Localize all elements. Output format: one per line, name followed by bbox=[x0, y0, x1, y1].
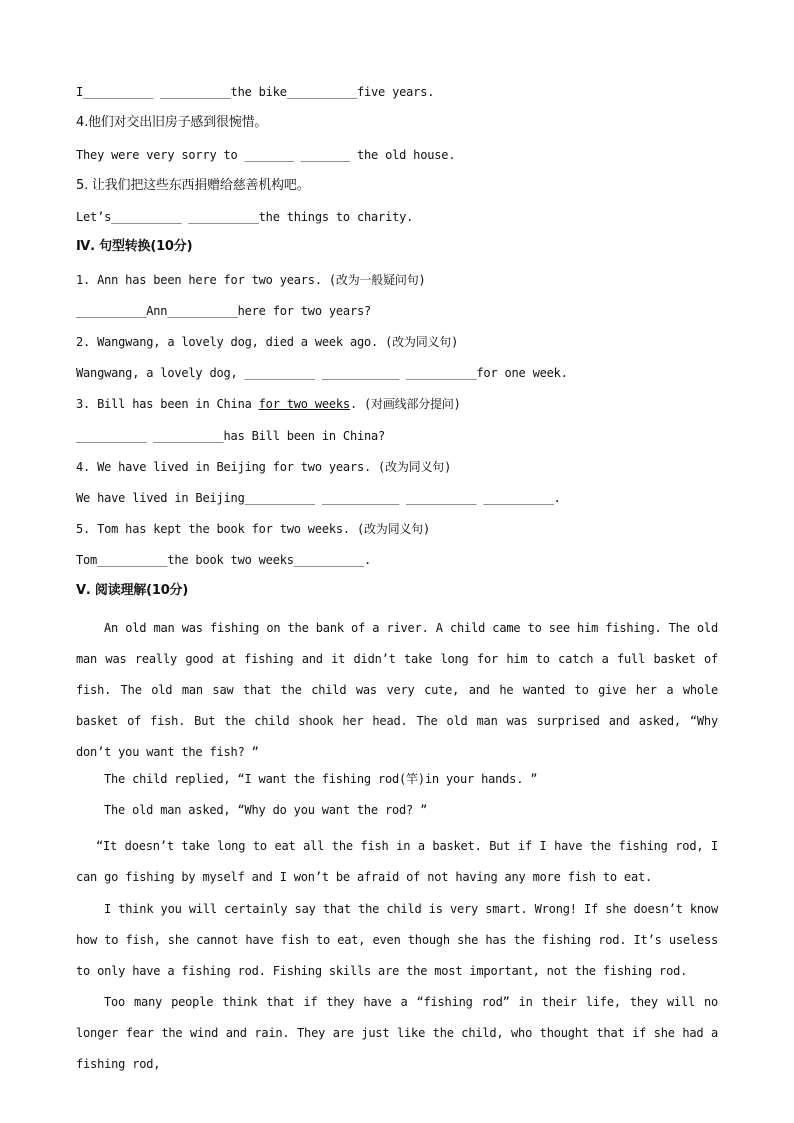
reading-paragraph-5: I think you will certainly say that the child is very smart. Wrong! If she doesn’t know how to fish, she cannot have fish to eat, even though she has the fishing rod. It’s useless to only have a fishing rod. Fishing skills are the most important, not the fishing rod. bbox=[76, 902, 718, 978]
s3-q5-answer-line: Let’s__________ __________the things to charity. bbox=[76, 210, 414, 224]
reading-paragraph-2: The child replied, “I want the fishing rod(竿)in your hands. ” bbox=[104, 772, 538, 786]
s4-q3-answer: __________ __________has Bill been in China? bbox=[76, 429, 386, 443]
s3-q5-chinese: 5. 让我们把这些东西捐赠给慈善机构吧。 bbox=[76, 178, 310, 193]
s4-q4-answer: We have lived in Beijing__________ ___________ __________ __________. bbox=[76, 491, 561, 505]
s4-q3-instruction: . (对画线部分提问) bbox=[349, 397, 461, 411]
s4-q5: 5. Tom has kept the book for two weeks. (改为同义句) bbox=[76, 522, 431, 536]
s4-q1-answer: __________Ann__________here for two years? bbox=[76, 304, 372, 318]
section4-title: Ⅳ. 句型转换(10分) bbox=[76, 239, 193, 254]
s4-q2-answer: Wangwang, a lovely dog, __________ ___________ __________for one week. bbox=[76, 366, 568, 380]
reading-paragraph-3: The old man asked, “Why do you want the rod? ” bbox=[104, 803, 428, 817]
s3-q3-answer-line: I__________ __________the bike__________five years. bbox=[76, 85, 435, 99]
s3-q4-answer-line: They were very sorry to _______ _______ the old house. bbox=[76, 148, 456, 162]
s3-q4-chinese: 4.他们对交出旧房子感到很惋惜。 bbox=[76, 115, 268, 130]
section5-title: Ⅴ. 阅读理解(10分) bbox=[76, 583, 189, 598]
reading-paragraph-6: Too many people think that if they have a “fishing rod” in their life, they will no longer fear the wind and rain. They are just like the child, who thought that if she had a fishing rod, bbox=[76, 995, 718, 1071]
s4-q3 bbox=[76, 394, 718, 414]
s4-q3-text: 3. Bill has been in China bbox=[76, 397, 259, 411]
reading-paragraph-4: “It doesn’t take long to eat all the fish in a basket. But if I have the fishing rod, I can go fishing by myself and I won’t be afraid of not having any more fish to eat. bbox=[76, 839, 718, 884]
reading-paragraph-1: An old man was fishing on the bank of a river. A child came to see him fishing. The old man was really good at fishing and it didn’t take long for him to catch a full basket of fish. The old man saw that the child was very cute, and he wanted to give her a whole basket of fish. But the child shook her head. The old man was surprised and asked, “Why don’t you want the fish? ” bbox=[76, 621, 718, 759]
s4-q5-answer: Tom__________the book two weeks__________. bbox=[76, 553, 372, 567]
s4-q4: 4. We have lived in Beijing for two years. (改为同义句) bbox=[76, 460, 452, 474]
s4-q1: 1. Ann has been here for two years. (改为一般疑问句) bbox=[76, 273, 426, 287]
s4-q3-underlined: for two weeks bbox=[258, 397, 350, 411]
s4-q2: 2. Wangwang, a lovely dog, died a week ago. (改为同义句) bbox=[76, 335, 459, 349]
